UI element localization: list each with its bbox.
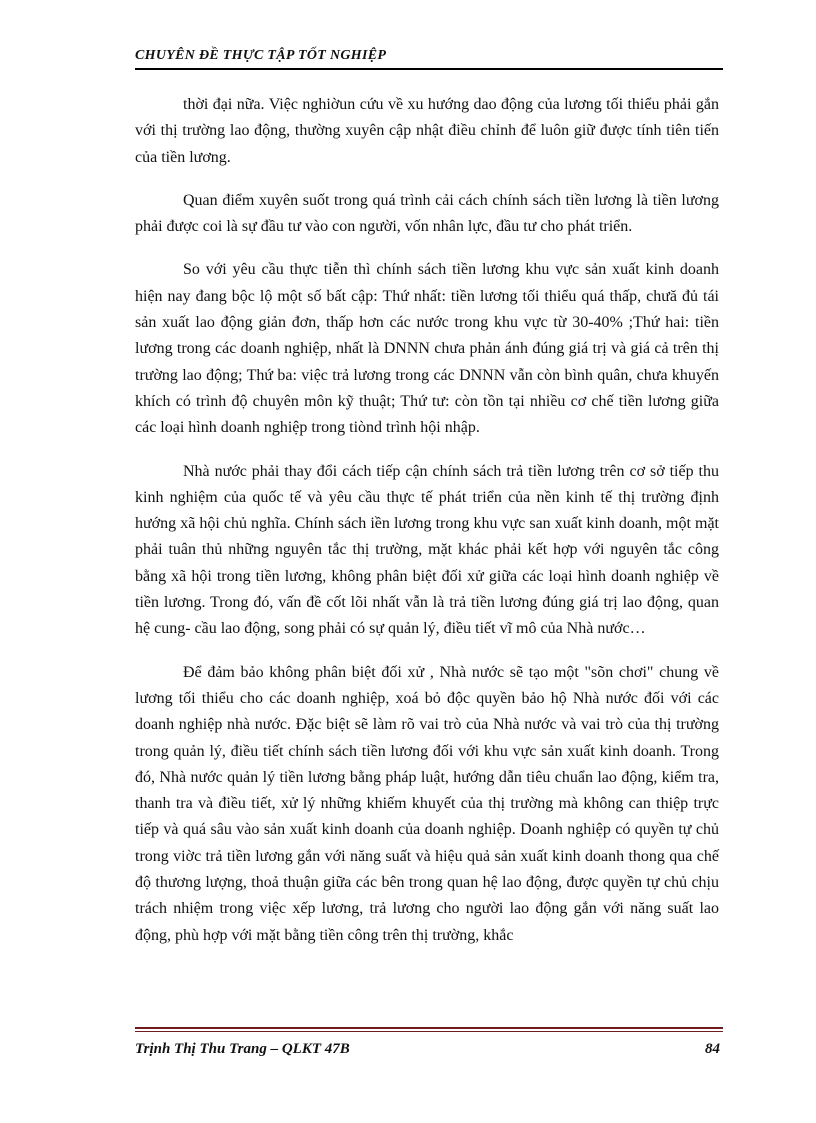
footer-divider-thin (135, 1031, 723, 1032)
document-body (135, 92, 719, 966)
header-divider (135, 68, 723, 70)
body-paragraph: Quan điểm xuyên suốt trong quá trình cải cách chính sách tiền lương là tiền lương phải được coi là sự đầu tư vào con người, vốn nhân lực, đầu tư cho phát triển. (135, 191, 719, 236)
footer-divider (135, 1027, 723, 1029)
body-paragraph: Nhà nước phải thay đổi cách tiếp cận chính sách trả tiền lương trên cơ sở tiếp thu kinh nghiệm của quốc tế và yêu cầu thực tế phát triển của nền kinh tế thị trường định hướng xã hội chủ nghĩa. Chính sách iền lương trong khu vực san xuất kinh doanh, một mặt phải tuân thủ những nguyên tắc thị trường, mặt khác phải kết hợp với nguyên tắc công bằng xã hội trong tiền lương, không phân biệt đối xử giữa các loại hình doanh nghiệp về tiền lương. Trong đó, vấn đề cốt lõi nhất vẫn là trả tiền lương đúng giá trị lao động, quan hệ cung- cầu lao động, song phải có sự quản lý, điều tiết vĩ mô của Nhà nước… (135, 462, 719, 638)
page-number: 84 (705, 1041, 720, 1057)
body-paragraph: thời đại nữa. Việc nghiờun cứu về xu hướng dao động của lương tối thiểu phải gắn với thị trường lao động, thường xuyên cập nhật điều chỉnh để luôn giữ được tính tiên tiến của tiền lương. (135, 96, 719, 166)
body-paragraph: Để đảm bảo không phân biệt đối xử , Nhà nước sẽ tạo một "sõn chơi" chung về lương tối thiểu cho các doanh nghiệp, xoá bỏ độc quyền bảo hộ Nhà nước đối với các doanh nghiệp nhà nước. Đặc biệt sẽ làm rõ vai trò của Nhà nước và vai trò của thị trường trong quản lý, điều tiết chính sách tiền lương đối với khu vực sản xuất kinh doanh. Trong đó, Nhà nước quản lý tiền lương bằng pháp luật, hướng dẫn tiêu chuẩn lao động, kiểm tra, thanh tra và điều tiết, xử lý những khiếm khuyết của thị trường mà không can thiệp trực tiếp và quá sâu vào sản xuất kinh doanh của doanh nghiệp. Doanh nghiệp có quyền tự chủ trong viờc trả tiền lương gắn với năng suất và hiệu quả sản xuất kinh doanh thong qua chế độ thương lượng, thoả thuận giữa các bên trong quan hệ lao động, được quyền tự chủ chịu trách nhiệm trong việc xếp lương, trả lương cho người lao động gắn với năng suất lao động, phù hợp với mặt bằng tiền công trên thị trường, khắc (135, 663, 719, 944)
page-header-title: CHUYÊN ĐỀ THỰC TẬP TỐT NGHIỆP (135, 48, 387, 63)
body-paragraph: So với yêu cầu thực tiễn thì chính sách tiền lương khu vực sản xuất kinh doanh hiện nay đang bộc lộ một số bất cập: Thứ nhất: tiền lương tối thiểu quá thấp, chưă đủ tái sản xuất lao động giản đơn, thấp hơn các nước trong khu vực từ 30-40% ;Thứ hai: tiền lương trong các doanh nghiệp, nhất là DNNN chưa phản ánh đúng giá trị và giá cả trên thị trường lao động; Thứ ba: việc trả lương trong các DNNN vẫn còn bình quân, chưa khuyến khích có trình độ chuyên môn kỹ thuật; Thứ tư: còn tồn tại nhiều cơ chế tiền lương giữa các loại hình doanh nghiệp trong tiònd trình hội nhập. (135, 261, 719, 437)
footer-author: Trịnh Thị Thu Trang – QLKT 47B (135, 1041, 350, 1057)
